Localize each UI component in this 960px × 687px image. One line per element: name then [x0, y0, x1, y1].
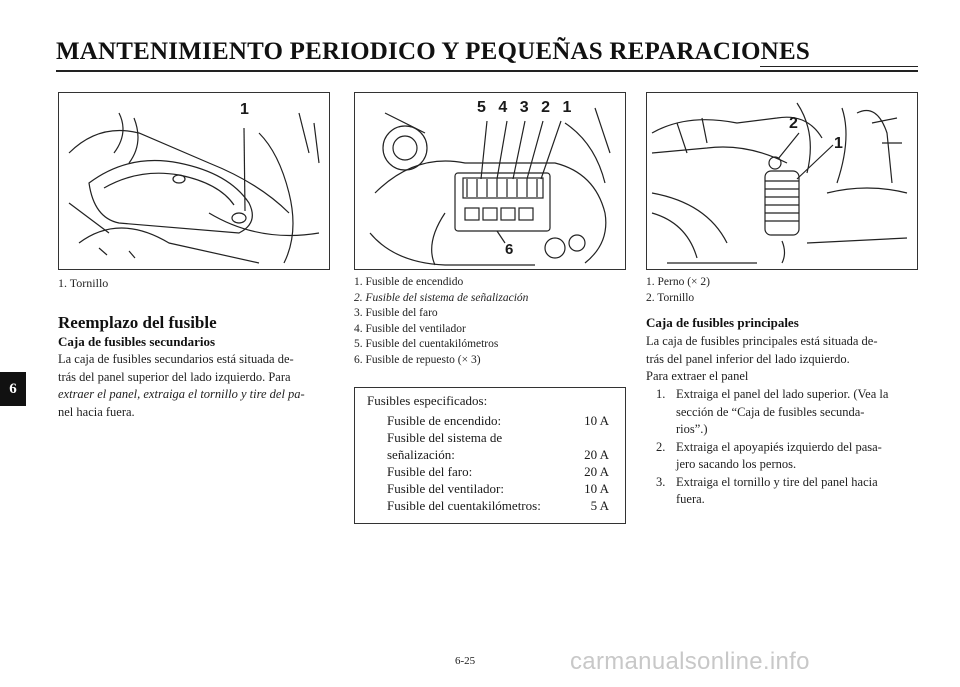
legend-item: 6. Fusible de repuesto (× 3)	[354, 353, 481, 366]
footrest-legend	[646, 275, 710, 306]
spec-label: Fusible del sistema de	[387, 430, 503, 445]
spec-row	[387, 429, 609, 446]
step-number: 1.	[656, 387, 666, 401]
figure-main-fuse-panel	[646, 92, 918, 270]
paragraph-line: La caja de fusibles principales está situada de-	[646, 334, 878, 348]
intro-line: Para extraer el panel	[646, 369, 749, 383]
page-number: 6-25	[455, 655, 476, 667]
legend-item: 2. Fusible del sistema de señalización	[354, 291, 529, 304]
secondary-fuse-paragraph	[58, 351, 340, 421]
fuse-legend	[354, 275, 634, 368]
watermark: carmanualsonline.info	[570, 648, 810, 675]
removal-steps	[646, 386, 926, 509]
callout-4: 4	[498, 99, 512, 116]
paragraph-line: trás del panel inferior del lado izquierdo.	[646, 351, 850, 366]
callout-1: 1	[562, 99, 576, 116]
legend-item: 2. Tornillo	[646, 291, 695, 304]
paragraph-line: La caja de fusibles secundarios está situada de-	[58, 352, 294, 366]
figure-secondary-fuse-panel	[58, 92, 330, 270]
legend-item: 5. Fusible del cuentakilómetros	[354, 338, 499, 350]
spec-value: 5 A	[590, 498, 609, 513]
figure-secondary-fuse-box	[354, 92, 626, 270]
spec-label: Fusible del faro:	[387, 464, 473, 479]
section-title: Reemplazo del fusible	[58, 313, 217, 332]
page-title: MANTENIMIENTO PERIODICO Y PEQUEÑAS REPARACIONES	[56, 38, 810, 65]
paragraph-line-italic: extraer el panel, extraiga el tornillo y tire del pa-	[58, 387, 305, 401]
spec-label: Fusible del ventilador:	[387, 481, 504, 496]
fuse-spec-box	[354, 387, 626, 524]
spec-value: 10 A	[584, 413, 609, 428]
spec-value: 10 A	[584, 481, 609, 496]
callout-3: 3	[519, 99, 533, 116]
step-line: sección de “Caja de fusibles secunda-	[676, 404, 865, 419]
title-underline-secondary	[760, 66, 918, 67]
spec-label: señalización:	[387, 447, 455, 462]
step-number: 3.	[656, 474, 666, 489]
subsection-title: Caja de fusibles secundarios	[58, 334, 216, 349]
step-line: Extraiga el apoyapiés izquierdo del pasa-	[676, 439, 882, 454]
callout-1: 1	[834, 135, 843, 152]
step-item	[646, 474, 926, 509]
figure-caption: 1. Tornillo	[58, 276, 109, 290]
title-underline	[56, 70, 918, 72]
step-line: jero sacando los pernos.	[676, 457, 797, 471]
spec-value: 20 A	[584, 464, 609, 479]
spec-row	[387, 446, 609, 463]
step-line: rios”.)	[676, 422, 708, 436]
legend-item: 1. Fusible de encendido	[354, 276, 464, 288]
callout-2: 2	[789, 115, 798, 132]
paragraph-line: trás del panel superior del lado izquierdo. Para	[58, 369, 291, 384]
step-line: Extraiga el panel del lado superior. (Vea la	[676, 387, 889, 401]
legend-item: 1. Perno (× 2)	[646, 276, 710, 288]
panel-illustration	[59, 93, 329, 269]
step-number: 2.	[656, 439, 666, 454]
step-item	[646, 386, 926, 439]
footrest-illustration	[647, 93, 917, 269]
callout-2: 2	[541, 99, 554, 116]
spec-row	[387, 497, 609, 514]
fuse-callouts	[477, 99, 575, 117]
spec-title: Fusibles especificados:	[367, 393, 488, 408]
chapter-tab: 6	[0, 372, 26, 406]
callout-1: 1	[240, 101, 249, 118]
spec-label: Fusible de encendido:	[387, 413, 502, 428]
step-line: fuera.	[676, 492, 705, 506]
spec-label: Fusible del cuentakilómetros:	[387, 498, 541, 513]
step-item	[646, 439, 926, 474]
spec-row	[387, 480, 609, 497]
legend-item: 3. Fusible del faro	[354, 307, 438, 319]
paragraph-line: nel hacia fuera.	[58, 404, 135, 419]
spec-row	[387, 463, 609, 480]
spec-value: 20 A	[584, 447, 609, 462]
step-line: Extraiga el tornillo y tire del panel hacia	[676, 474, 878, 489]
subsection-title: Caja de fusibles principales	[646, 315, 799, 330]
callout-6: 6	[505, 241, 514, 258]
legend-item: 4. Fusible del ventilador	[354, 322, 466, 335]
spec-row	[387, 412, 609, 429]
main-fuse-paragraph	[646, 333, 926, 386]
callout-5: 5	[477, 99, 490, 116]
fuse-box-illustration	[355, 93, 625, 269]
